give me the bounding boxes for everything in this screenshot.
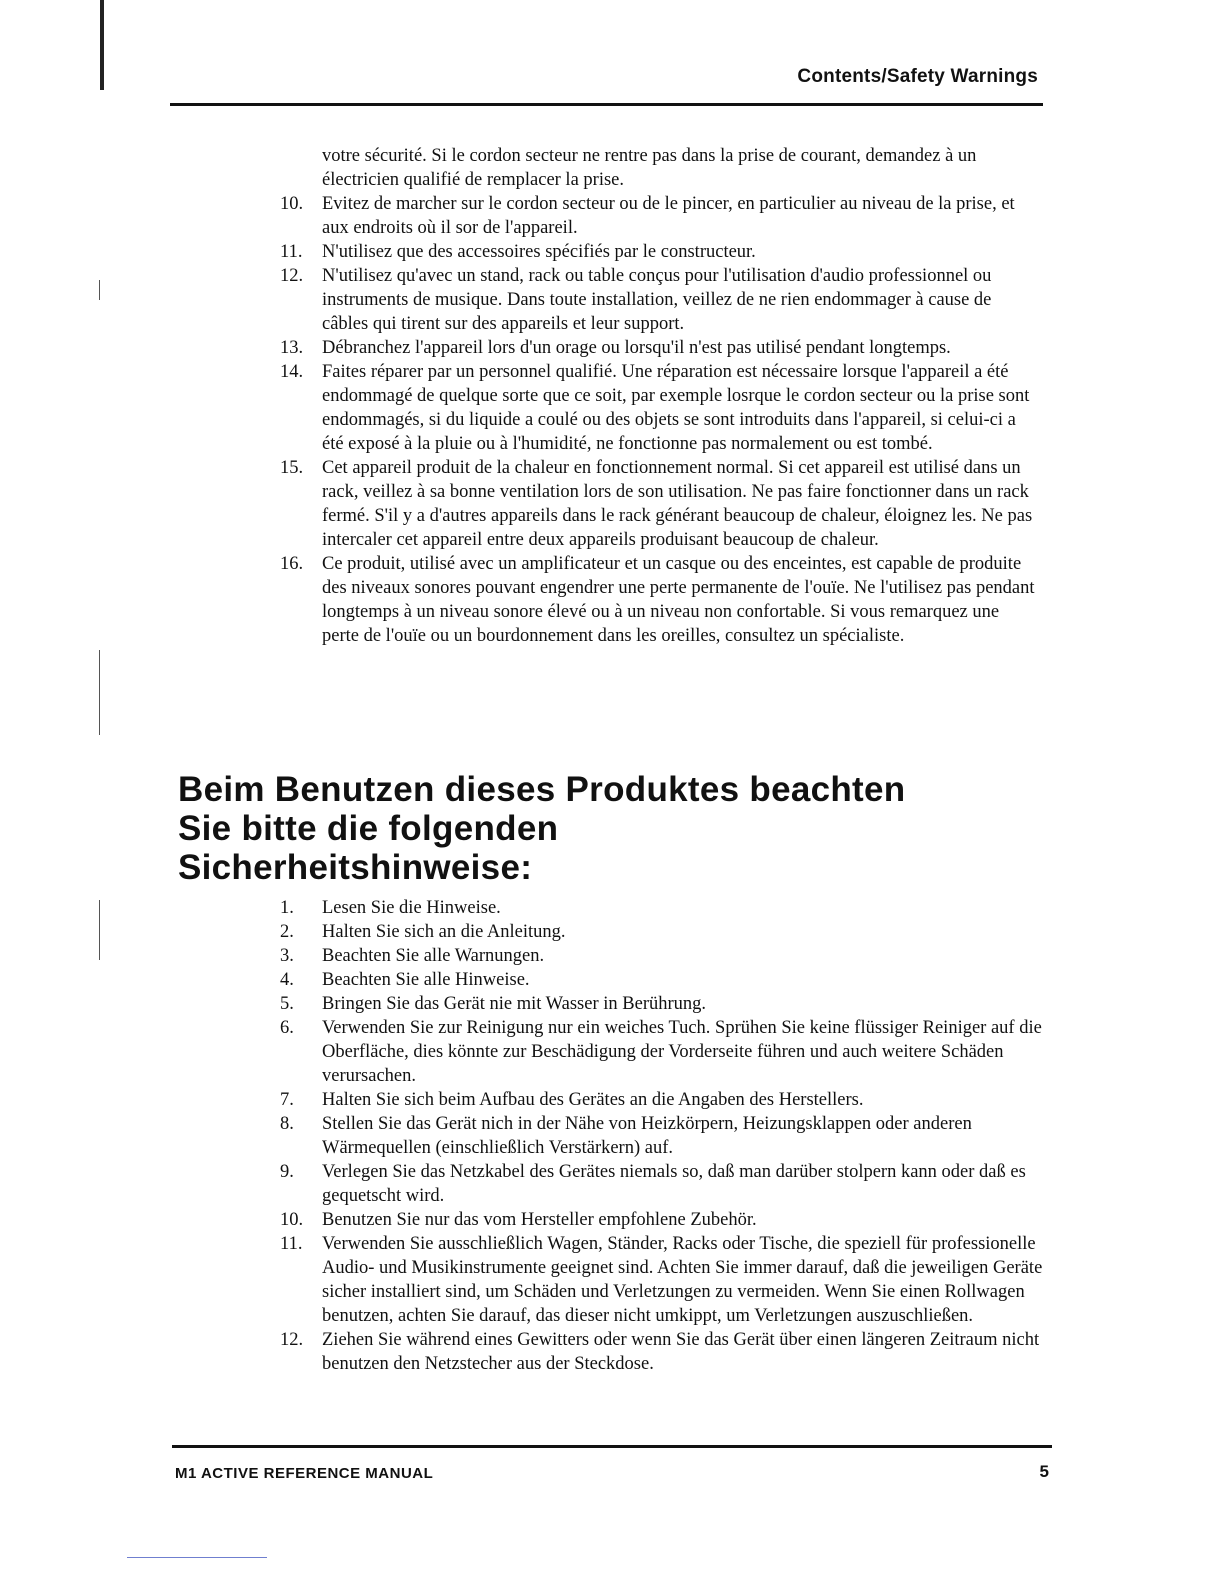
list-item [280, 264, 1040, 336]
list-item [280, 1232, 1050, 1328]
list-item [280, 360, 1040, 456]
list-item-number: 11. [280, 1234, 303, 1254]
scan-artifact [99, 900, 100, 960]
list-item [280, 920, 1050, 944]
list-item-text: Ce produit, utilisé avec un amplificateur et un casque ou des enceintes, est capable de produite des niveaux sonores pouvant engendrer une perte permanente de l'ouïe. Ne l'utilisez pas pendant longtemps à un niveau sonore élevé ou à un niveau non confortable. Si vous remarquez une perte de l'ouïe ou un bourdonnement dans les oreilles, consultez un spécialiste. [322, 554, 1035, 646]
list-item-number: 1. [280, 898, 294, 918]
list-item-text: Stellen Sie das Gerät nich in der Nähe von Heizkörpern, Heizungsklappen oder anderen Wärmequellen (einschließlich Verstärkern) auf. [322, 1114, 972, 1158]
list-item-number: 11. [280, 242, 303, 262]
list-item-number: 14. [280, 362, 304, 382]
list-item-number: 4. [280, 970, 294, 990]
list-item [280, 336, 1040, 360]
list-item [280, 1328, 1050, 1376]
list-item [280, 1160, 1050, 1208]
heading-line: Sicherheitshinweise: [178, 848, 533, 887]
list-item-text: Benutzen Sie nur das vom Hersteller empfohlene Zubehör. [322, 1210, 757, 1230]
list-item-text: Halten Sie sich an die Anleitung. [322, 922, 566, 942]
german-section-heading [178, 770, 1058, 887]
list-item-text: Lesen Sie die Hinweise. [322, 898, 501, 918]
heading-line: Beim Benutzen dieses Produktes beachten [178, 770, 906, 809]
list-item-text: Verwenden Sie zur Reinigung nur ein weiches Tuch. Sprühen Sie keine flüssiger Reiniger auf die Oberfläche, dies könnte zur Beschädigung der Vorderseite führen und auch weitere Schäden verursachen. [322, 1018, 1042, 1086]
list-item [280, 240, 1040, 264]
list-item [280, 944, 1050, 968]
list-item [280, 1016, 1050, 1088]
page-number: 5 [1039, 1462, 1049, 1481]
list-item-number: 2. [280, 922, 294, 942]
list-item-number: 7. [280, 1090, 294, 1110]
list-item-text: Faites réparer par un personnel qualifié. Une réparation est nécessaire lorsque l'appareil a été endommagé de quelque sorte que ce soit, par exemple losrque le cordon secteur ou la prise sont endommagés, si du liquide a coulé ou des objets se sont introduits dans l'appareil, si celui-ci a été exposé à la pluie ou à l'humidité, ne fonctionne pas normalement ou est tombé. [322, 362, 1030, 454]
scan-artifact [99, 280, 100, 300]
list-item [280, 552, 1040, 648]
list-item-text: Evitez de marcher sur le cordon secteur ou de le pincer, en particulier au niveau de la prise, et aux endroits où il sor de l'appareil. [322, 194, 1015, 238]
list-item [280, 992, 1050, 1016]
list-item-number: 10. [280, 194, 304, 214]
list-item [280, 144, 1040, 192]
header-divider [170, 103, 1043, 106]
list-item-text: Verwenden Sie ausschließlich Wagen, Ständer, Racks oder Tische, die speziell für professionelle Audio- und Musikinstrumente geeignet sind. Achten Sie immer darauf, daß die jeweiligen Geräte sicher installiert sind, um Schäden und Verletzungen zu vermeiden. Wenn Sie einen Rollwagen benutzen, achten Sie darauf, das dieser nicht umkippt, um Verletzungen auszuschließen. [322, 1234, 1043, 1326]
list-item-text: votre sécurité. Si le cordon secteur ne rentre pas dans la prise de courant, demandez à un électricien qualifié de remplacer la prise. [322, 146, 977, 190]
list-item [280, 968, 1050, 992]
list-item [280, 1112, 1050, 1160]
list-item-number: 3. [280, 946, 294, 966]
list-item-text: Débranchez l'appareil lors d'un orage ou lorsqu'il n'est pas utilisé pendant longtemps. [322, 338, 951, 358]
scan-edge-mark [100, 0, 104, 90]
list-item-text: Beachten Sie alle Warnungen. [322, 946, 545, 966]
list-item-text: Cet appareil produit de la chaleur en fonctionnement normal. Si cet appareil est utilisé dans un rack, veillez à sa bonne ventilation lors de son utilisation. Ne pas faire fonctionner dans un rack fermé. S'il y a d'autres appareils dans le rack générant beaucoup de chaleur, éloignez les. Ne pas intercaler cet appareil entre deux appareils produisant beaucoup de chaleur. [322, 458, 1033, 550]
list-item-number: 6. [280, 1018, 294, 1038]
list-item-number: 12. [280, 1330, 304, 1350]
list-item [280, 192, 1040, 240]
list-item-text: Verlegen Sie das Netzkabel des Gerätes niemals so, daß man darüber stolpern kann oder daß es gequetscht wird. [322, 1162, 1026, 1206]
french-safety-list [280, 144, 1040, 648]
german-safety-list [280, 896, 1050, 1376]
list-item-text: N'utilisez que des accessoires spécifiés par le constructeur. [322, 242, 756, 262]
list-item [280, 896, 1050, 920]
list-item-number: 8. [280, 1114, 294, 1134]
heading-line: Sie bitte die folgenden [178, 809, 559, 848]
list-item-text: N'utilisez qu'avec un stand, rack ou table conçus pour l'utilisation d'audio professionnel ou instruments de musique. Dans toute installation, veillez de ne rien endommager à cause de câbles qui tirent sur des appareils et leur support. [322, 266, 992, 334]
scan-artifact [127, 1557, 267, 1558]
page-header-title: Contents/Safety Warnings [797, 66, 1038, 87]
list-item [280, 1208, 1050, 1232]
list-item-number: 13. [280, 338, 304, 358]
footer-manual-title: M1 ACTIVE REFERENCE MANUAL [175, 1465, 434, 1482]
list-item-number: 12. [280, 266, 304, 286]
list-item-number: 15. [280, 458, 304, 478]
list-item-text: Ziehen Sie während eines Gewitters oder wenn Sie das Gerät über einen längeren Zeitraum nicht benutzen den Netzstecher aus der Steckdose. [322, 1330, 1040, 1374]
list-item-number [280, 144, 322, 192]
list-item [280, 1088, 1050, 1112]
list-item-text: Beachten Sie alle Hinweise. [322, 970, 530, 990]
list-item-number: 5. [280, 994, 294, 1014]
list-item-number: 10. [280, 1210, 304, 1230]
list-item [280, 456, 1040, 552]
list-item-text: Bringen Sie das Gerät nie mit Wasser in Berührung. [322, 994, 707, 1014]
footer-divider [172, 1445, 1052, 1448]
list-item-number: 9. [280, 1162, 294, 1182]
list-item-text: Halten Sie sich beim Aufbau des Gerätes an die Angaben des Herstellers. [322, 1090, 864, 1110]
scan-artifact [99, 650, 100, 735]
list-item-number: 16. [280, 554, 304, 574]
